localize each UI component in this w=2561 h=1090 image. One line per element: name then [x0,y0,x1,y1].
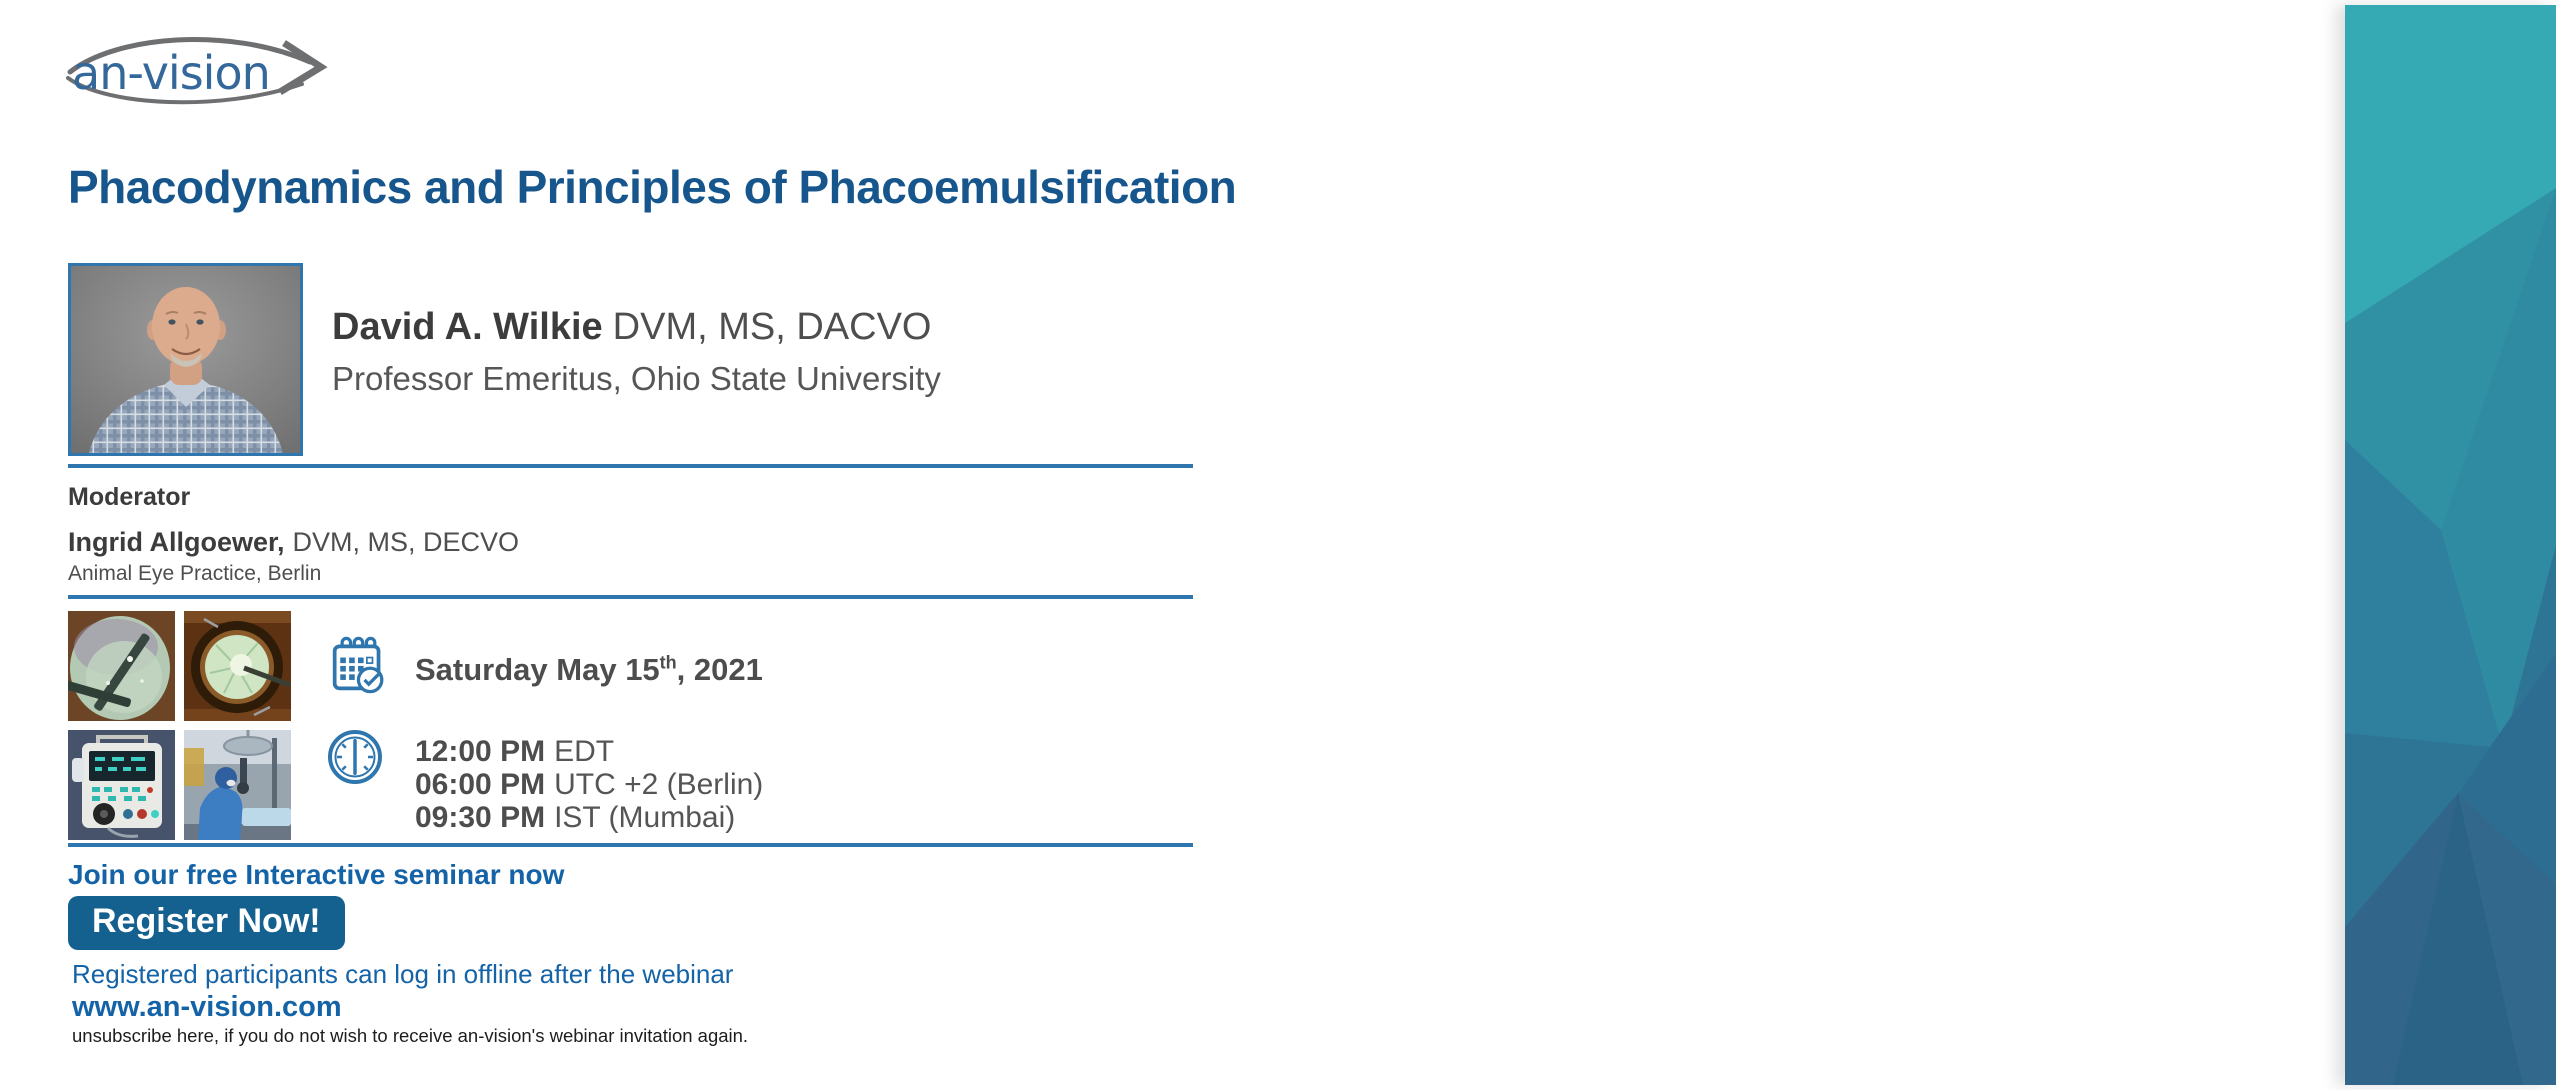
surgical-eye-closeup-2 [184,611,291,721]
an-vision-logo [58,26,343,108]
calendar-check-icon [330,634,386,696]
website-link[interactable]: www.an-vision.com [72,991,342,1023]
operating-room-surgeon [184,730,291,840]
moderator-label: Moderator [68,483,191,511]
speaker-info [332,308,941,398]
moderator-info [68,527,519,558]
register-now-button[interactable]: Register Now! [68,896,345,950]
clock-icon [327,729,383,785]
speaker-affiliation: Professor Emeritus, Ohio State University [332,360,941,397]
time-row: 12:00 PM EDT [415,735,615,768]
speaker-name: David A. Wilkie [332,306,603,348]
moderator-name: Ingrid Allgoewer, [68,527,285,557]
event-date: Saturday May 15th, 2021 [415,652,763,687]
speaker-portrait-image [71,266,300,453]
page-title: Phacodynamics and Principles of Phacoemulsification [68,161,1237,213]
divider [68,843,1193,847]
phaco-machine [68,730,175,840]
join-seminar-text: Join our free Interactive seminar now [68,859,565,890]
divider [68,464,1193,468]
time-row: 09:30 PM IST (Mumbai) [415,801,736,834]
speaker-portrait [68,263,303,456]
event-times [415,735,763,834]
speaker-credentials: DVM, MS, DACVO [612,306,932,348]
moderator-affiliation: Animal Eye Practice, Berlin [68,562,322,585]
low-poly-pattern [2345,5,2556,1085]
divider [68,595,1193,599]
logo-text: an-vision [72,46,270,100]
unsubscribe-link[interactable]: unsubscribe here, if you do not wish to receive an-vision's webinar invitation again. [72,1025,749,1046]
moderator-credentials: DVM, MS, DECVO [292,527,520,557]
offline-note: Registered participants can log in offline after the webinar [72,959,734,989]
decorative-side-banner [2345,5,2556,1085]
surgical-eye-closeup-1 [68,611,175,721]
time-row: 06:00 PM UTC +2 (Berlin) [415,768,764,801]
